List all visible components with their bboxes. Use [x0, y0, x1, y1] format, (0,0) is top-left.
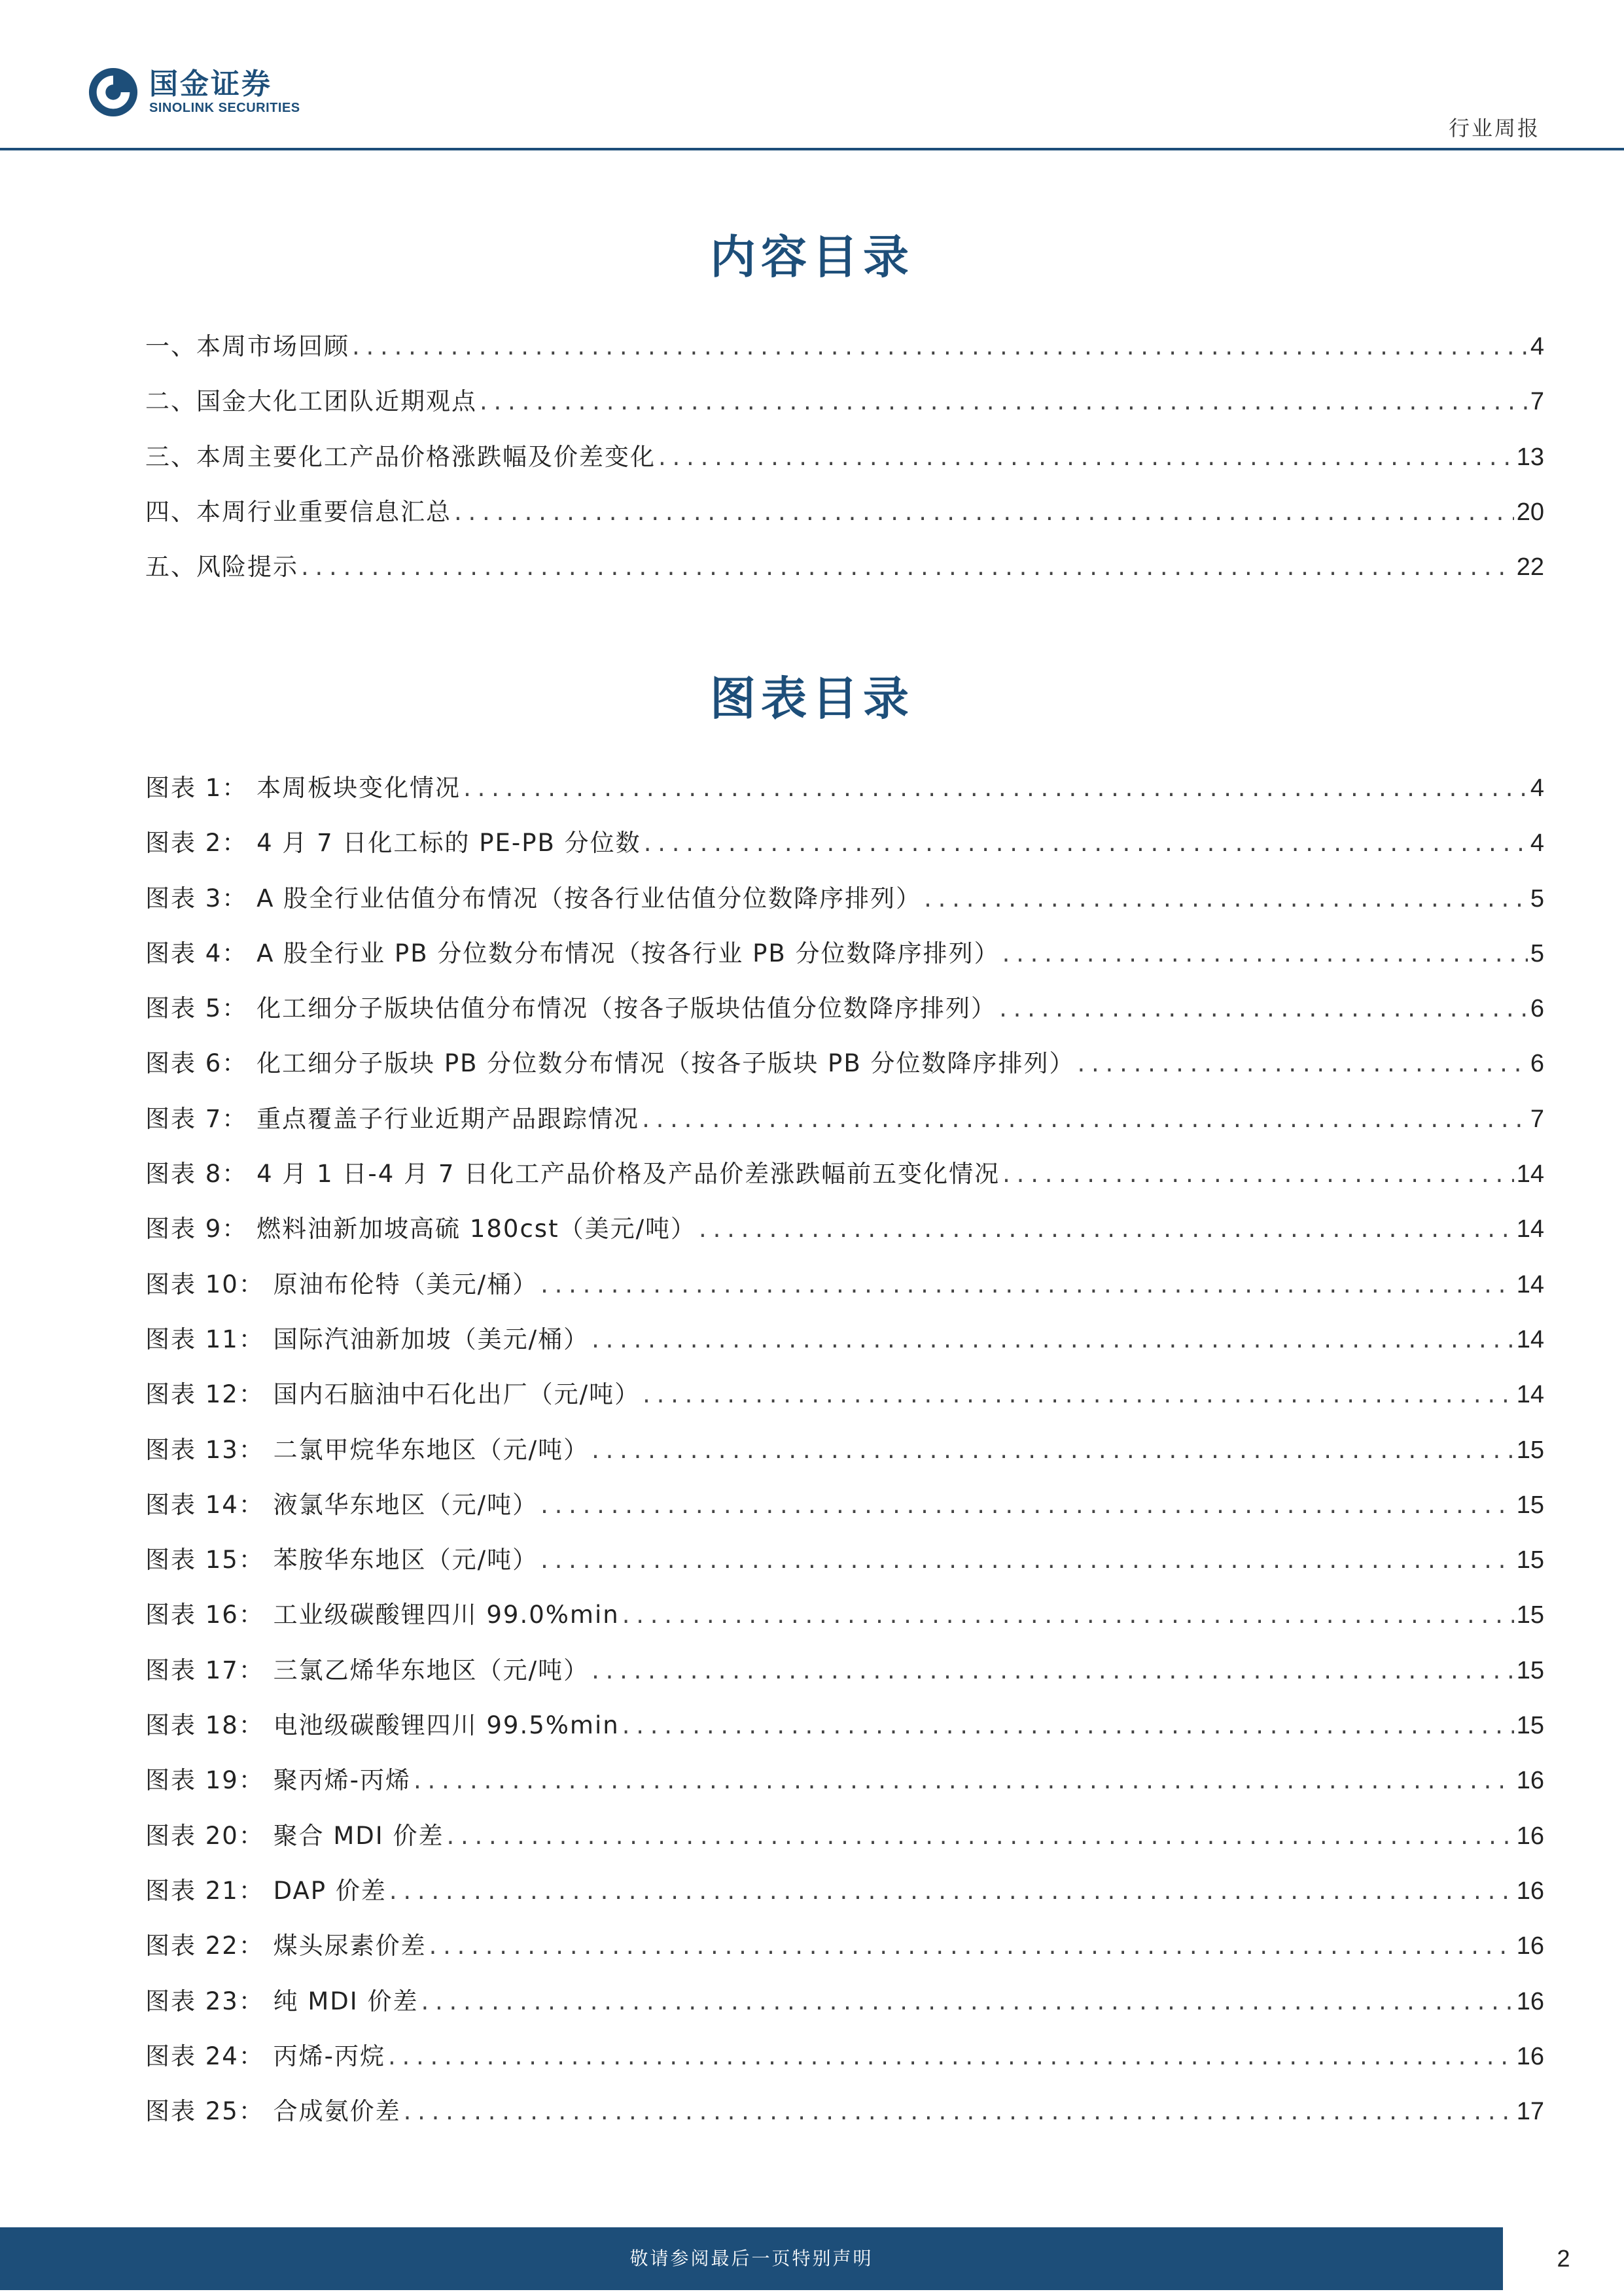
figure-entry[interactable]: [145, 1709, 1544, 1764]
figure-entry[interactable]: [145, 2040, 1544, 2095]
figure-entry-page: 16: [1516, 2042, 1544, 2070]
figure-entry-page: 4: [1530, 829, 1544, 858]
contents-entry[interactable]: [145, 551, 1544, 606]
company-logo: [88, 63, 300, 122]
figure-entry-label: 图表 3： A 股全行业估值分布情况（按各行业估值分位数降序排列）: [145, 884, 922, 913]
figure-entry[interactable]: [145, 1544, 1544, 1599]
dot-leader: [591, 1323, 1514, 1356]
dot-leader: [643, 1378, 1514, 1411]
figure-entry[interactable]: [145, 1764, 1544, 1819]
dot-leader: [463, 772, 1528, 805]
figure-entry[interactable]: [145, 1047, 1544, 1102]
contents-entry[interactable]: [145, 385, 1544, 440]
contents-list: [145, 330, 1544, 606]
dot-leader: [999, 992, 1528, 1025]
figure-entry-label: 图表 6： 化工细分子版块 PB 分位数分布情况（按各子版块 PB 分位数降序排列）: [145, 1049, 1075, 1078]
figure-entry[interactable]: [145, 1103, 1544, 1158]
dot-leader: [480, 385, 1528, 418]
dot-leader: [658, 441, 1514, 474]
figure-entry-page: 16: [1516, 1822, 1544, 1850]
figure-entry[interactable]: [145, 2095, 1544, 2150]
contents-entry-page: 22: [1516, 553, 1544, 582]
dot-leader: [622, 1599, 1514, 1631]
dot-leader: [429, 1930, 1514, 1962]
figure-entry-label: 图表 9： 燃料油新加坡高硫 180cst（美元/吨）: [145, 1215, 697, 1244]
dot-leader: [389, 1875, 1514, 1907]
figure-entry-page: 7: [1530, 1105, 1544, 1133]
figure-entry[interactable]: [145, 1158, 1544, 1213]
figure-entry-label: 图表 25： 合成氨价差: [145, 2097, 401, 2126]
figure-entry[interactable]: [145, 882, 1544, 937]
figure-entry-label: 图表 18： 电池级碳酸锂四川 99.5%min: [145, 1711, 620, 1740]
figure-entry-label: 图表 7： 重点覆盖子行业近期产品跟踪情况: [145, 1104, 640, 1133]
figure-entry[interactable]: [145, 1213, 1544, 1268]
figure-entry-label: 图表 4： A 股全行业 PB 分位数分布情况（按各行业 PB 分位数降序排列）: [145, 939, 1000, 967]
figure-entry-label: 图表 19： 聚丙烯-丙烯: [145, 1766, 411, 1795]
figure-entry-page: 15: [1516, 1656, 1544, 1684]
figure-entry[interactable]: [145, 1985, 1544, 2040]
dot-leader: [414, 1764, 1514, 1797]
figure-entry[interactable]: [145, 992, 1544, 1047]
figure-entry-label: 图表 10： 原油布伦特（美元/桶）: [145, 1270, 538, 1298]
figure-entry[interactable]: [145, 1378, 1544, 1433]
dot-leader: [622, 1709, 1514, 1742]
figure-entry[interactable]: [145, 1268, 1544, 1323]
figure-entry-label: 图表 11： 国际汽油新加坡（美元/桶）: [145, 1325, 590, 1353]
figure-entry[interactable]: [145, 1930, 1544, 1985]
page-footer: [0, 2227, 1624, 2296]
report-type-label: 行业周报: [1448, 116, 1540, 141]
header-divider: [0, 148, 1624, 150]
contents-entry-label: 五、风险提示: [145, 553, 298, 582]
dot-leader: [301, 551, 1514, 583]
dot-leader: [642, 1103, 1528, 1136]
figure-entry-label: 图表 2： 4 月 7 日化工标的 PE-PB 分位数: [145, 829, 641, 858]
page-header: [0, 0, 1624, 152]
figure-entry[interactable]: [145, 1875, 1544, 1930]
dot-leader: [924, 882, 1528, 915]
contents-entry[interactable]: [145, 330, 1544, 385]
figure-entry-label: 图表 8： 4 月 1 日-4 月 7 日化工产品价格及产品价差涨跌幅前五变化情况: [145, 1160, 1000, 1189]
figure-entry-page: 17: [1516, 2098, 1544, 2126]
contents-entry-label: 四、本周行业重要信息汇总: [145, 497, 451, 526]
contents-title: 内容目录: [710, 230, 914, 284]
dot-leader: [644, 827, 1528, 860]
figure-entry-label: 图表 24： 丙烯-丙烷: [145, 2042, 385, 2070]
dot-leader: [540, 1489, 1514, 1522]
page-number: 2: [1557, 2245, 1570, 2272]
figure-entry[interactable]: [145, 937, 1544, 992]
figure-entry-page: 15: [1516, 1491, 1544, 1519]
figure-entry-page: 16: [1516, 1877, 1544, 1905]
figures-title: 图表目录: [710, 671, 914, 725]
figure-entry-page: 15: [1516, 1436, 1544, 1464]
contents-entry[interactable]: [145, 496, 1544, 551]
contents-entry[interactable]: [145, 441, 1544, 496]
figure-entry[interactable]: [145, 772, 1544, 827]
figure-entry-page: 5: [1530, 884, 1544, 913]
figure-entry-page: 15: [1516, 1546, 1544, 1574]
dot-leader: [540, 1268, 1514, 1301]
figure-entry[interactable]: [145, 1434, 1544, 1489]
figure-entry-page: 6: [1530, 1050, 1544, 1078]
figure-entry-page: 5: [1530, 939, 1544, 967]
contents-entry-page: 7: [1530, 388, 1544, 416]
figure-entry-label: 图表 17： 三氯乙烯华东地区（元/吨）: [145, 1656, 590, 1684]
logo-chinese-name: 国金证券: [149, 67, 272, 101]
figure-entry-page: 15: [1516, 1601, 1544, 1629]
dot-leader: [446, 1820, 1513, 1852]
dot-leader: [404, 2095, 1514, 2128]
contents-entry-label: 一、本周市场回顾: [145, 332, 349, 360]
figure-entry-label: 图表 14： 液氯华东地区（元/吨）: [145, 1490, 538, 1519]
dot-leader: [421, 1985, 1513, 2018]
figure-entry-page: 16: [1516, 1987, 1544, 2015]
dot-leader: [699, 1213, 1514, 1245]
figure-entry-label: 图表 21： DAP 价差: [145, 1876, 387, 1905]
contents-entry-page: 4: [1530, 333, 1544, 360]
figure-entry[interactable]: [145, 1820, 1544, 1875]
figure-entry-page: 14: [1516, 1160, 1544, 1189]
contents-entry-label: 二、国金大化工团队近期观点: [145, 387, 477, 416]
figure-entry[interactable]: [145, 1654, 1544, 1709]
figure-entry[interactable]: [145, 1489, 1544, 1544]
dot-leader: [1078, 1047, 1528, 1080]
dot-leader: [388, 2040, 1514, 2073]
logo-text: [149, 69, 300, 116]
figures-list: [145, 772, 1544, 2150]
logo-english-name: SINOLINK SECURITIES: [149, 101, 300, 115]
figure-entry-page: 16: [1516, 1767, 1544, 1795]
sinolink-logo-icon: [88, 67, 139, 118]
contents-entry-label: 三、本周主要化工产品价格涨跌幅及价差变化: [145, 442, 656, 471]
dot-leader: [591, 1654, 1514, 1687]
figure-entry-label: 图表 5： 化工细分子版块估值分布情况（按各子版块估值分位数降序排列）: [145, 994, 997, 1023]
contents-entry-page: 20: [1516, 498, 1544, 526]
dot-leader: [454, 496, 1514, 529]
figure-entry-page: 15: [1516, 1712, 1544, 1740]
figure-entry-label: 图表 23： 纯 MDI 价差: [145, 1987, 419, 2015]
figure-entry-label: 图表 22： 煤头尿素价差: [145, 1932, 427, 1960]
figure-entry-page: 14: [1516, 1215, 1544, 1244]
figure-entry[interactable]: [145, 1323, 1544, 1378]
figure-entry-page: 14: [1516, 1270, 1544, 1298]
dot-leader: [1002, 1158, 1514, 1191]
figure-entry-page: 14: [1516, 1325, 1544, 1353]
figure-entry-label: 图表 20： 聚合 MDI 价差: [145, 1821, 444, 1850]
figure-entry-page: 6: [1530, 995, 1544, 1023]
dot-leader: [352, 330, 1528, 363]
figure-entry-label: 图表 15： 苯胺华东地区（元/吨）: [145, 1546, 538, 1574]
figure-entry-label: 图表 13： 二氯甲烷华东地区（元/吨）: [145, 1435, 590, 1464]
figure-entry[interactable]: [145, 1599, 1544, 1654]
figure-entry[interactable]: [145, 827, 1544, 882]
contents-entry-page: 13: [1516, 443, 1544, 471]
dot-leader: [1002, 937, 1528, 970]
dot-leader: [591, 1434, 1514, 1467]
figure-entry-label: 图表 12： 国内石脑油中石化出厂（元/吨）: [145, 1380, 641, 1409]
footer-disclaimer: 敬请参阅最后一页特别声明: [629, 2248, 874, 2269]
dot-leader: [540, 1544, 1514, 1576]
figure-entry-page: 4: [1530, 774, 1544, 802]
figure-entry-label: 图表 1： 本周板块变化情况: [145, 774, 461, 802]
figure-entry-page: 14: [1516, 1381, 1544, 1409]
figure-entry-label: 图表 16： 工业级碳酸锂四川 99.0%min: [145, 1601, 620, 1629]
figure-entry-page: 16: [1516, 1932, 1544, 1960]
